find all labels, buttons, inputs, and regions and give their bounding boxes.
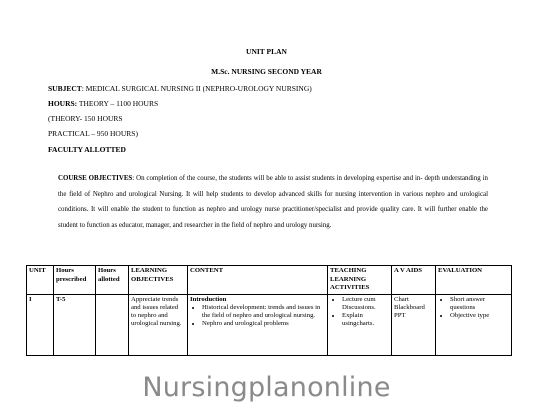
header-hours-prescribed: Hours prescribed — [54, 266, 96, 295]
faculty-allotted-heading: FACULTY ALLOTTED — [48, 145, 126, 154]
av-aid-item: Chart — [394, 295, 409, 303]
list-item: • Historical development: trends and issues in the field of nephro and urological nursing. — [202, 304, 325, 320]
header-av-aids: A V AIDS — [392, 266, 436, 295]
teaching-list — [330, 296, 389, 329]
content-heading: Introduction — [190, 295, 227, 303]
cell-unit: I — [27, 294, 54, 355]
cell-content — [188, 294, 328, 355]
table-header-row — [27, 266, 512, 295]
subject-value: : MEDICAL SURGICAL NURSING II (NEPHRO-UROLOGY NURSING) — [81, 84, 312, 93]
course-objectives-label: COURSE OBJECTIVES — [58, 175, 133, 182]
av-aid-item: PPT — [394, 311, 406, 319]
subject-label: SUBJECT — [48, 84, 82, 93]
header-unit: UNIT — [27, 266, 54, 295]
watermark-text: Nursingplanonline — [142, 372, 391, 403]
list-item: • Explain usingcharts. — [342, 312, 389, 328]
cell-hours-prescribed: T-5 — [54, 294, 96, 355]
course-objectives — [58, 171, 488, 233]
list-item: • Objective type — [450, 312, 509, 320]
practical-hours-line: PRACTICAL – 950 HOURS) — [48, 129, 138, 138]
list-item: • Short answer questions — [450, 296, 509, 312]
cell-av-aids — [392, 294, 436, 355]
cell-evaluation — [436, 294, 512, 355]
list-item: • Lecture cum Discussions. — [342, 296, 389, 312]
hours-label: HOURS: — [48, 99, 78, 108]
header-hours-allotted: Hours allotted — [96, 266, 129, 295]
cell-teaching-activities — [328, 294, 392, 355]
header-evaluation: EVALUATION — [436, 266, 512, 295]
evaluation-list — [438, 296, 509, 321]
content-list — [190, 304, 325, 329]
subject-line — [48, 84, 312, 93]
table-row — [27, 294, 512, 355]
header-learning-objectives: LEARNING OBJECTIVES — [129, 266, 188, 295]
hours-value: THEORY – 1100 HOURS — [77, 99, 159, 108]
unit-plan-table — [26, 265, 512, 356]
av-aid-item: Blackboard — [394, 303, 425, 311]
list-item: • Nephro and urological problems — [202, 320, 325, 328]
header-content: CONTENT — [188, 266, 328, 295]
cell-learning-objectives: Appreciate trends and issues related to nephro and urological nursing. — [129, 294, 188, 355]
document-title: UNIT PLAN — [246, 47, 287, 56]
hours-line — [48, 99, 158, 108]
header-teaching-activities: TEACHING LEARNING ACTIVITIES — [328, 266, 392, 295]
theory-hours-line: (THEORY- 150 HOURS — [48, 114, 123, 123]
cell-hours-allotted — [96, 294, 129, 355]
course-objectives-text: : On completion of the course, the students will be able to assist students in developing expertise and in- depth understanding in the field of Nephro and urological Nursing. It will help students to develop advanced skills for nursing intervention in various nephro and urological conditions. It will enable the student to function as nephro and urology nurse practitioner/specialist and provide quality care. It will further enable the student to function as educator, manager, and researcher in the field of nephro and urology nursing. — [58, 175, 488, 229]
document-subtitle: M.Sc. NURSING SECOND YEAR — [211, 67, 322, 76]
